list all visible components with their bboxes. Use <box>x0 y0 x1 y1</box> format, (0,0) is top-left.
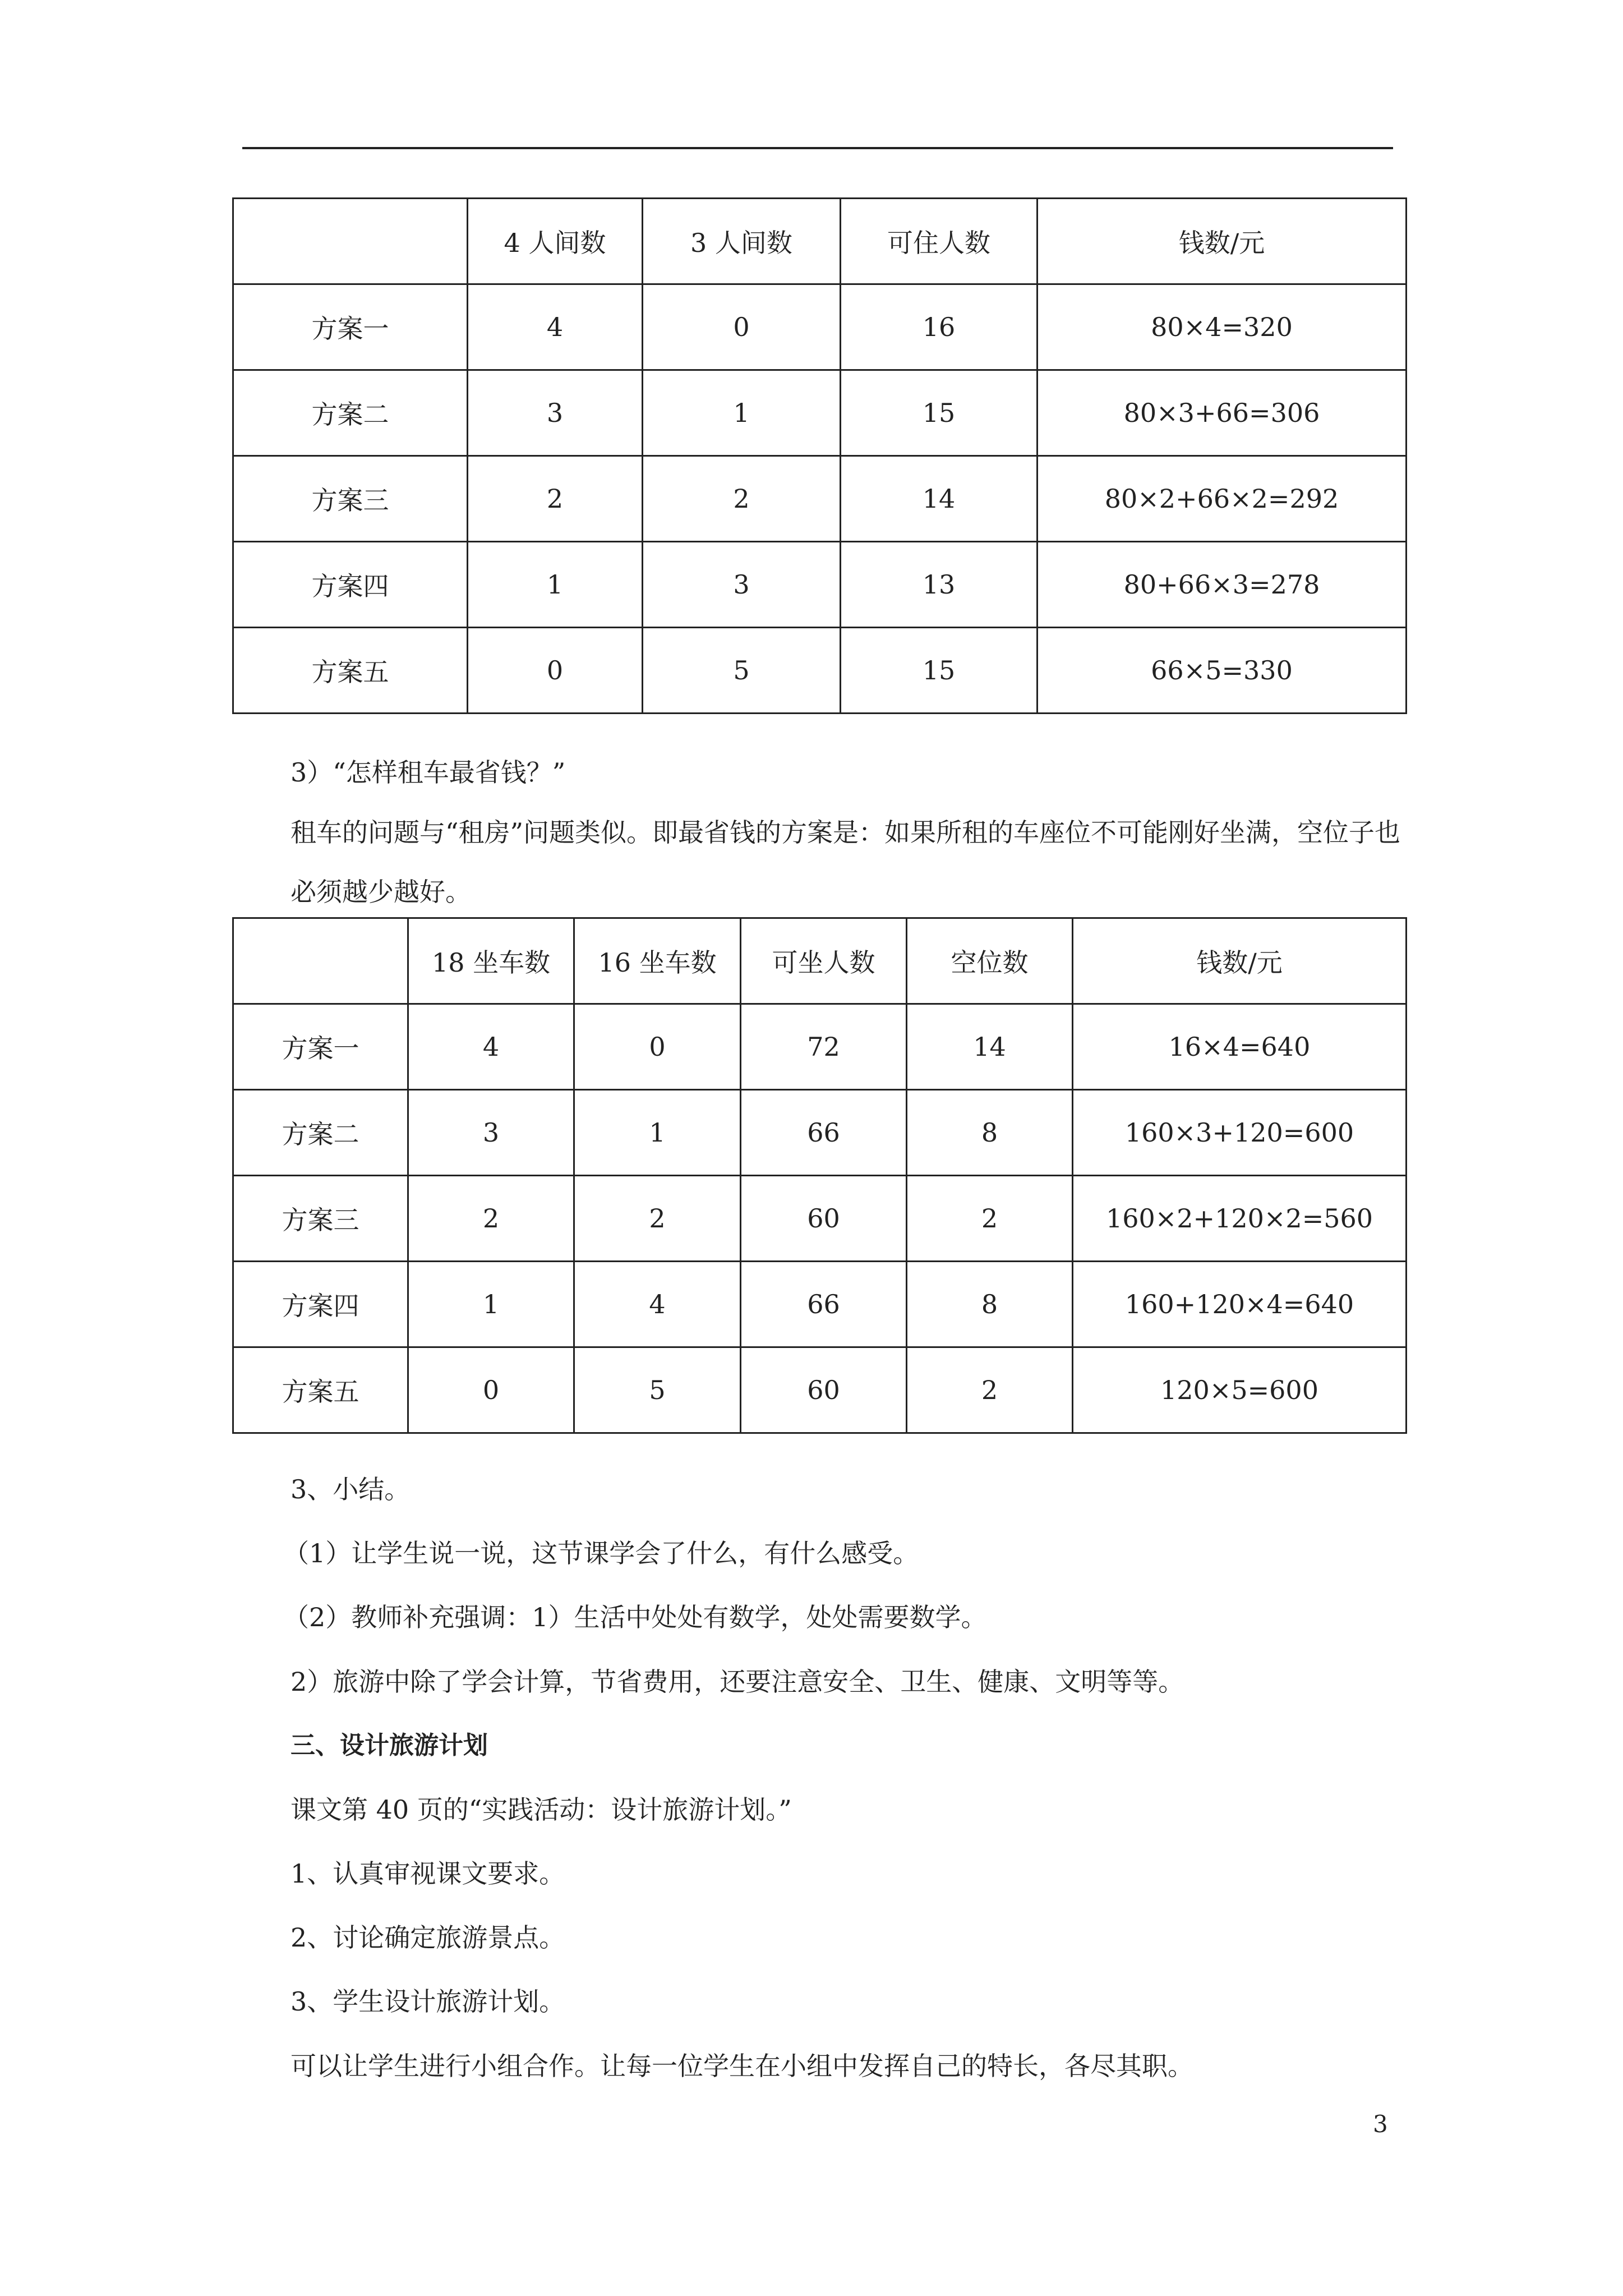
table-cell: 4 <box>574 1262 741 1347</box>
table-cell: 13 <box>841 542 1038 628</box>
header-cell: 3 人间数 <box>643 199 841 284</box>
plan-label-cell: 方案五 <box>233 1347 408 1433</box>
table-cell: 160+120×4=640 <box>1073 1262 1407 1347</box>
table-cell: 15 <box>841 628 1038 714</box>
table-row <box>233 370 1407 456</box>
header-cell <box>233 918 408 1004</box>
header-cell: 4 人间数 <box>468 199 643 284</box>
table-cell: 0 <box>643 284 841 370</box>
table-cell: 66×5=330 <box>1038 628 1407 714</box>
table-cell: 15 <box>841 370 1038 456</box>
table-row <box>233 1347 1407 1433</box>
table-cell: 160×3+120=600 <box>1073 1090 1407 1176</box>
summary-title: 3、小结。 <box>291 1474 411 1504</box>
table-cell: 2 <box>643 456 841 542</box>
table-cell: 66 <box>741 1090 907 1176</box>
table-cell: 2 <box>468 456 643 542</box>
table-cell: 72 <box>741 1004 907 1090</box>
table-cell: 3 <box>643 542 841 628</box>
table-cell: 2 <box>408 1176 574 1262</box>
table-cell: 160×2+120×2=560 <box>1073 1176 1407 1262</box>
table-cell: 2 <box>907 1347 1073 1433</box>
table-cell: 60 <box>741 1347 907 1433</box>
table-row <box>233 542 1407 628</box>
table-cell: 8 <box>907 1090 1073 1176</box>
table-row <box>233 1262 1407 1347</box>
section-intro: 课文第 40 页的“实践活动：设计旅游计划。” <box>291 1795 792 1825</box>
table-cell: 5 <box>643 628 841 714</box>
table-row <box>233 1176 1407 1262</box>
plan-label-cell: 方案二 <box>233 370 468 456</box>
table-cell: 120×5=600 <box>1073 1347 1407 1433</box>
table-row <box>233 456 1407 542</box>
table-header-row <box>233 918 1407 1004</box>
table-cell: 1 <box>408 1262 574 1347</box>
table-row <box>233 1090 1407 1176</box>
table-row <box>233 1004 1407 1090</box>
table-cell: 3 <box>408 1090 574 1176</box>
table-row <box>233 628 1407 714</box>
table-cell: 16×4=640 <box>1073 1004 1407 1090</box>
page-number: 3 <box>1373 2110 1388 2138</box>
header-cell: 钱数/元 <box>1073 918 1407 1004</box>
summary-item-3: 2）旅游中除了学会计算，节省费用，还要注意安全、卫生、健康、文明等等。 <box>291 1667 1184 1697</box>
header-cell: 可住人数 <box>841 199 1038 284</box>
step-2: 2、讨论确定旅游景点。 <box>291 1922 565 1953</box>
table-cell: 2 <box>574 1176 741 1262</box>
summary-item-1: （1）让学生说一说，这节课学会了什么，有什么感受。 <box>283 1538 919 1568</box>
table-cell: 0 <box>408 1347 574 1433</box>
header-cell: 空位数 <box>907 918 1073 1004</box>
table-cell: 0 <box>574 1004 741 1090</box>
table-cell: 8 <box>907 1262 1073 1347</box>
plan-label-cell: 方案一 <box>233 1004 408 1090</box>
section-heading: 三、设计旅游计划 <box>291 1731 488 1760</box>
car-question-heading: 3）“怎样租车最省钱？” <box>291 757 566 788</box>
plan-label-cell: 方案四 <box>233 542 468 628</box>
room-plan-table <box>232 197 1407 714</box>
header-cell: 16 坐车数 <box>574 918 741 1004</box>
plan-label-cell: 方案二 <box>233 1090 408 1176</box>
header-cell: 18 坐车数 <box>408 918 574 1004</box>
plan-label-cell: 方案三 <box>233 1176 408 1262</box>
plan-label-cell: 方案四 <box>233 1262 408 1347</box>
table-cell: 80×3+66=306 <box>1038 370 1407 456</box>
table-cell: 80+66×3=278 <box>1038 542 1407 628</box>
step-1: 1、认真审视课文要求。 <box>291 1858 565 1889</box>
table-header-row <box>233 199 1407 284</box>
table-row <box>233 284 1407 370</box>
summary-item-2: （2）教师补充强调：1）生活中处处有数学，处处需要数学。 <box>283 1602 987 1632</box>
table-cell: 2 <box>907 1176 1073 1262</box>
table-cell: 0 <box>468 628 643 714</box>
table-cell: 3 <box>468 370 643 456</box>
plan-label-cell: 方案一 <box>233 284 468 370</box>
table-cell: 16 <box>841 284 1038 370</box>
table-cell: 80×4=320 <box>1038 284 1407 370</box>
header-rule <box>242 147 1393 149</box>
step-3: 3、学生设计旅游计划。 <box>291 1986 565 2017</box>
plan-label-cell: 方案五 <box>233 628 468 714</box>
table-cell: 5 <box>574 1347 741 1433</box>
table-cell: 1 <box>574 1090 741 1176</box>
table-cell: 4 <box>408 1004 574 1090</box>
table-cell: 60 <box>741 1176 907 1262</box>
header-cell: 可坐人数 <box>741 918 907 1004</box>
table-cell: 1 <box>468 542 643 628</box>
table-cell: 80×2+66×2=292 <box>1038 456 1407 542</box>
table-cell: 4 <box>468 284 643 370</box>
table-cell: 14 <box>841 456 1038 542</box>
header-cell <box>233 199 468 284</box>
table-cell: 14 <box>907 1004 1073 1090</box>
table-cell: 66 <box>741 1262 907 1347</box>
table-cell: 1 <box>643 370 841 456</box>
plan-label-cell: 方案三 <box>233 456 468 542</box>
header-cell: 钱数/元 <box>1038 199 1407 284</box>
car-plan-table <box>232 917 1407 1434</box>
car-question-body: 租车的问题与“租房”问题类似。即最省钱的方案是：如果所租的车座位不可能刚好坐满，空位子也必须越少越好。 <box>291 817 1401 907</box>
closing-paragraph: 可以让学生进行小组合作。让每一位学生在小组中发挥自己的特长，各尽其职。 <box>291 2051 1193 2081</box>
